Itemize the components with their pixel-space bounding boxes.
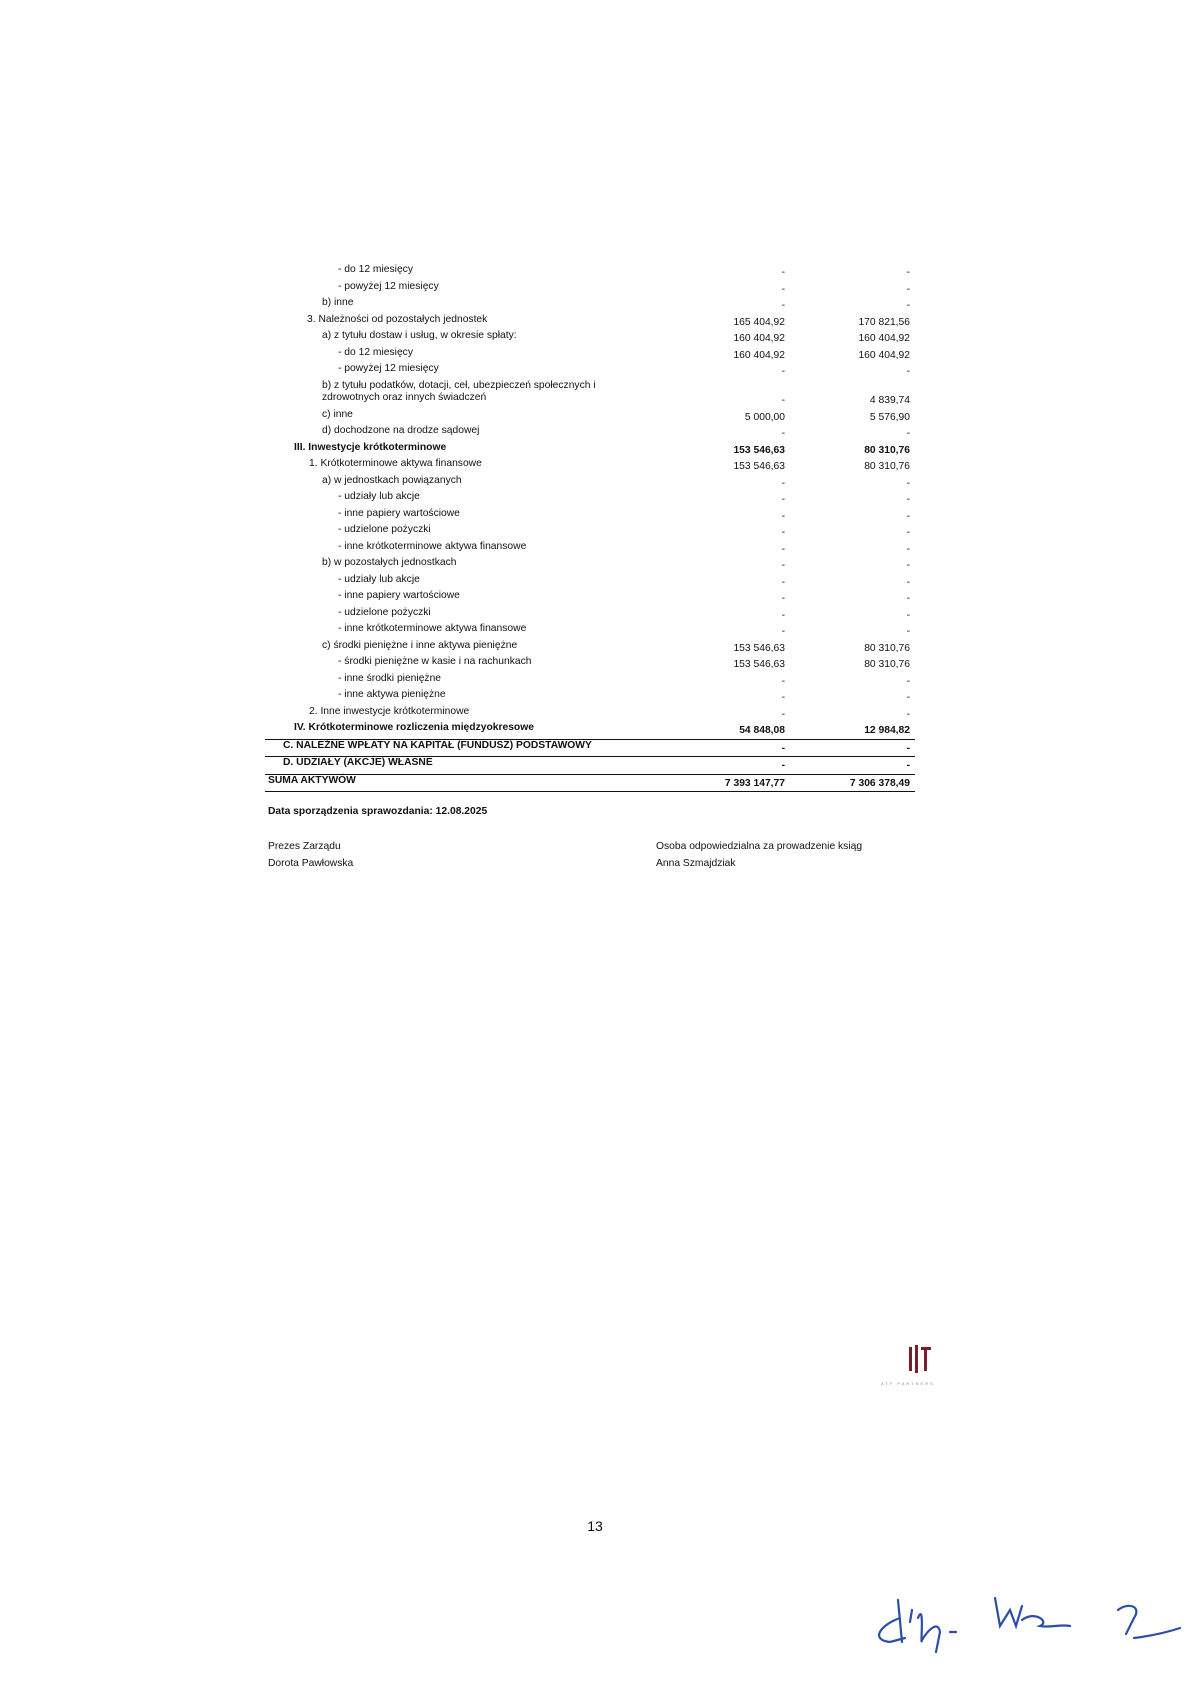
value-previous-year: 80 310,76 — [864, 659, 910, 670]
table-row — [265, 656, 915, 673]
value-current-year: - — [781, 742, 785, 754]
page-number: 13 — [587, 1518, 603, 1534]
row-label: - do 12 miesięcy — [338, 346, 413, 358]
value-previous-year: 80 310,76 — [864, 642, 910, 654]
value-previous-year: - — [906, 675, 910, 687]
value-previous-year: 160 404,92 — [858, 333, 910, 344]
row-label: - powyżej 12 miesięcy — [338, 363, 439, 374]
row-label: - udzielone pożyczki — [338, 524, 431, 535]
row-label: - do 12 miesięcy — [338, 264, 413, 275]
value-previous-year: - — [906, 366, 910, 377]
row-label: b) inne — [322, 297, 354, 308]
row-label: a) w jednostkach powiązanych — [322, 474, 462, 486]
value-current-year: 165 404,92 — [733, 316, 785, 328]
handwritten-signature-icon — [850, 1570, 1190, 1680]
value-previous-year: - — [906, 283, 910, 295]
value-current-year: - — [781, 267, 785, 278]
table-row — [265, 264, 915, 281]
value-previous-year: - — [906, 300, 910, 311]
table-row — [265, 297, 915, 314]
value-current-year: - — [781, 560, 785, 571]
table-row — [265, 458, 915, 475]
balance-sheet-table — [265, 264, 915, 792]
table-row — [265, 541, 915, 558]
value-previous-year: 12 984,82 — [864, 725, 910, 736]
row-label: b) z tytułu podatków, dotacji, ceł, ubezpieczeń społecznych i zdrowotnych oraz innych świadczeń — [322, 379, 596, 403]
row-label: SUMA AKTYWÓW — [268, 774, 356, 786]
row-label: IV. Krótkoterminowe rozliczenia międzyokresowe — [294, 722, 534, 733]
total-row — [265, 775, 915, 793]
value-previous-year: - — [906, 428, 910, 439]
table-row — [265, 623, 915, 640]
value-current-year: - — [781, 692, 785, 703]
value-previous-year: - — [906, 543, 910, 555]
table-row — [265, 574, 915, 591]
value-current-year: - — [781, 366, 785, 377]
row-label: c) inne — [322, 408, 353, 420]
table-row — [265, 722, 915, 740]
value-current-year: 153 546,63 — [733, 642, 785, 654]
right-signatory-role: Osoba odpowiedzialna za prowadzenie ksiąg — [656, 841, 863, 852]
table-row — [265, 508, 915, 525]
value-current-year: - — [781, 760, 785, 771]
table-row — [265, 607, 915, 624]
value-current-year: 160 404,92 — [733, 349, 785, 361]
value-current-year: - — [781, 543, 785, 555]
table-row — [265, 442, 915, 459]
value-previous-year: 170 821,56 — [858, 316, 910, 328]
row-label: - udzielone pożyczki — [338, 606, 431, 618]
value-previous-year: - — [906, 560, 910, 571]
value-current-year: - — [781, 527, 785, 538]
table-row — [265, 380, 915, 409]
value-current-year: 54 848,08 — [739, 725, 785, 736]
row-label: D. UDZIAŁY (AKCJE) WŁASNE — [283, 757, 433, 768]
row-label: 3. Należności od pozostałych jednostek — [307, 313, 488, 325]
value-current-year: - — [781, 300, 785, 311]
table-row — [265, 673, 915, 690]
value-current-year: 153 546,63 — [733, 444, 785, 456]
value-current-year: 153 546,63 — [733, 659, 785, 670]
right-signatory-name: Anna Szmajdziak — [656, 858, 736, 869]
section-row — [265, 757, 915, 775]
value-previous-year: - — [906, 626, 910, 637]
value-current-year: - — [781, 708, 785, 720]
value-current-year: - — [781, 283, 785, 295]
value-current-year: - — [781, 428, 785, 439]
value-previous-year: - — [906, 609, 910, 621]
value-previous-year: - — [906, 477, 910, 489]
row-label: III. Inwestycje krótkoterminowe — [294, 441, 447, 453]
value-previous-year: - — [906, 576, 910, 588]
value-current-year: - — [781, 394, 785, 406]
row-label: d) dochodzone na drodze sądowej — [322, 425, 480, 436]
left-signatory-role: Prezes Zarządu — [268, 841, 341, 852]
value-current-year: - — [781, 510, 785, 522]
value-previous-year: - — [906, 593, 910, 604]
table-row — [265, 557, 915, 574]
table-row — [265, 409, 915, 426]
left-signatory-name: Dorota Pawłowska — [268, 858, 354, 869]
value-current-year: - — [781, 626, 785, 637]
row-label: - inne krótkoterminowe aktywa finansowe — [338, 540, 527, 552]
value-current-year: 160 404,92 — [733, 333, 785, 344]
row-label: - udziały lub akcje — [338, 491, 420, 502]
value-previous-year: 80 310,76 — [864, 444, 910, 456]
value-previous-year: 7 306 378,49 — [849, 777, 910, 789]
row-label: b) w pozostałych jednostkach — [322, 557, 457, 568]
row-label: 1. Krótkoterminowe aktywa finansowe — [309, 458, 482, 469]
value-current-year: - — [781, 576, 785, 588]
table-row — [265, 314, 915, 331]
row-label: - inne środki pieniężne — [338, 672, 442, 684]
table-row — [265, 363, 915, 380]
value-previous-year: - — [906, 267, 910, 278]
table-row — [265, 281, 915, 298]
value-previous-year: 5 576,90 — [869, 411, 910, 423]
row-label: - inne papiery wartościowe — [338, 507, 460, 519]
table-row — [265, 706, 915, 723]
row-label: - inne krótkoterminowe aktywa finansowe — [338, 623, 527, 634]
table-row — [265, 491, 915, 508]
value-current-year: - — [781, 593, 785, 604]
table-row — [265, 640, 915, 657]
value-previous-year: - — [906, 510, 910, 522]
table-row — [265, 425, 915, 442]
value-previous-year: - — [906, 742, 910, 754]
value-previous-year: 4 839,74 — [869, 394, 910, 406]
row-label: - inne papiery wartościowe — [338, 590, 460, 601]
report-date: Data sporządzenia sprawozdania: 12.08.2025 — [268, 806, 488, 817]
table-row — [265, 330, 915, 347]
value-previous-year: - — [906, 527, 910, 538]
row-label: - inne aktywa pieniężne — [338, 689, 446, 700]
value-current-year: 153 546,63 — [733, 461, 785, 472]
row-label: - środki pieniężne w kasie i na rachunkach — [338, 656, 532, 667]
table-row — [265, 524, 915, 541]
row-label: C. NALEŻNE WPŁATY NA KAPITAŁ (FUNDUSZ) PODSTAWOWY — [283, 739, 592, 751]
section-row — [265, 740, 915, 758]
table-row — [265, 475, 915, 492]
row-label: 2. Inne inwestycje krótkoterminowe — [309, 705, 470, 717]
row-label: - powyżej 12 miesięcy — [338, 280, 439, 292]
company-logo-icon — [905, 1344, 935, 1374]
value-current-year: - — [781, 477, 785, 489]
value-previous-year: - — [906, 494, 910, 505]
value-current-year: - — [781, 494, 785, 505]
value-current-year: 5 000,00 — [744, 411, 785, 423]
row-label: a) z tytułu dostaw i usług, w okresie spłaty: — [322, 330, 517, 341]
value-previous-year: 80 310,76 — [864, 461, 910, 472]
value-previous-year: - — [906, 692, 910, 703]
table-row — [265, 590, 915, 607]
value-current-year: 7 393 147,77 — [724, 777, 785, 789]
value-current-year: - — [781, 609, 785, 621]
row-label: - udziały lub akcje — [338, 573, 420, 585]
table-row — [265, 347, 915, 364]
value-previous-year: - — [906, 760, 910, 771]
logo-text: ATF PARTNERS — [881, 1381, 935, 1386]
row-label: c) środki pieniężne i inne aktywa pieniężne — [322, 639, 518, 651]
value-previous-year: 160 404,92 — [858, 349, 910, 361]
value-previous-year: - — [906, 708, 910, 720]
value-current-year: - — [781, 675, 785, 687]
table-row — [265, 689, 915, 706]
